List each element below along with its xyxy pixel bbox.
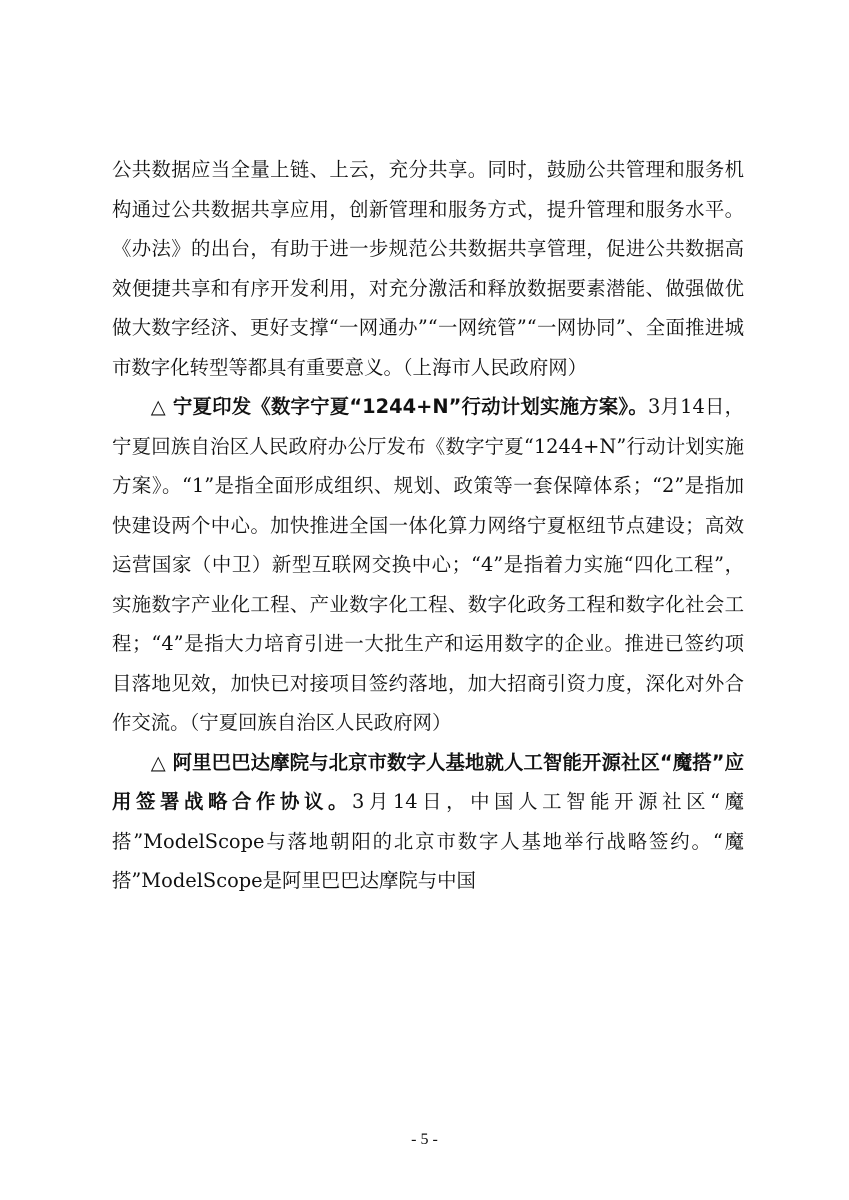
paragraph-ningxia — [112, 387, 744, 743]
body-damo-academy: 3月14日，中国人工智能开源社区“魔搭”ModelScope与落地朝阳的北京市数字人基地举行战略签约。“魔搭”ModelScope是阿里巴巴达摩院与中国 — [112, 790, 744, 892]
heading-ningxia: △ 宁夏印发《数字宁夏“1244+N”行动计划实施方案》。 — [150, 395, 648, 418]
heading-damo-academy: △ 阿里巴巴达摩院与北京市数字人基地就人工智能开源社区“魔搭”应用签署战略合作协议。 — [112, 750, 744, 813]
document-body — [112, 150, 744, 901]
page-number: - 5 - — [411, 1131, 438, 1148]
paragraph-shanghai-continued: 公共数据应当全量上链、上云，充分共享。同时，鼓励公共管理和服务机构通过公共数据共享应用，创新管理和服务方式，提升管理和服务水平。《办法》的出台，有助于进一步规范公共数据共享管理，促进公共数据高效便捷共享和有序开发利用，对充分激活和释放数据要素潜能、做强做优做大数字经济、更好支撑“一网通办”“一网统管”“一网协同”、全面推进城市数字化转型等都具有重要意义。（上海市人民政府网） — [112, 158, 744, 379]
paragraph-damo-academy — [112, 743, 744, 901]
body-ningxia: 3月14日，宁夏回族自治区人民政府办公厅发布《数字宁夏“1244+N”行动计划实施方案》。“1”是指全面形成组织、规划、政策等一套保障体系；“2”是指加快建设两个中心。加快推进全国一体化算力网络宁夏枢纽节点建设；高效运营国家（中卫）新型互联网交换中心；“4”是指着力实施“四化工程”，实施数字产业化工程、产业数字化工程、数字化政务工程和数字化社会工程；“4”是指大力培育引进一大批生产和运用数字的企业。推进已签约项目落地见效，加快已对接项目签约落地，加大招商引资力度，深化对外合作交流。（宁夏回族自治区人民政府网） — [112, 395, 744, 734]
